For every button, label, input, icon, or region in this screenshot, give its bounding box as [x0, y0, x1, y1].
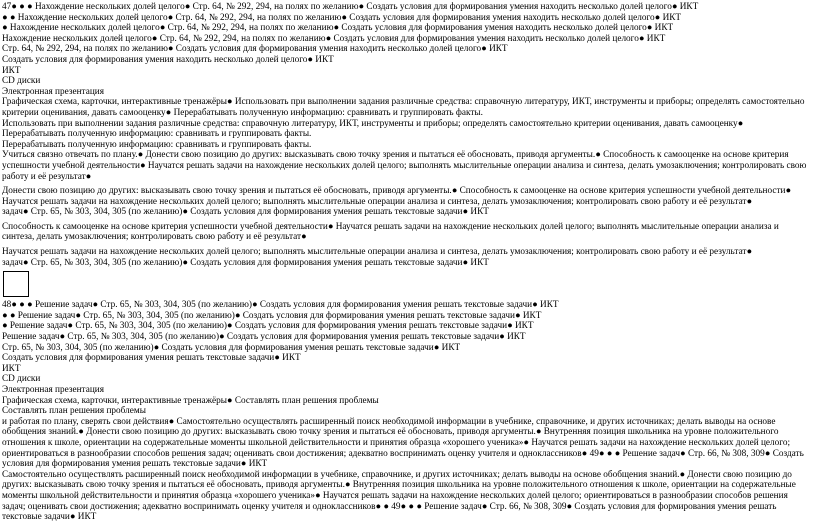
- text-line: Стр. 65, № 303, 304, 305 (по желанию)● Создать условия для формирования умения решать текстовые задачи● ИКТ: [2, 342, 461, 353]
- text-line: ● ● Решение задач● Стр. 65, № 303, 304, 305 (по желанию)● Создать условия для формирования умения решать текстовые задачи● ИКТ: [2, 310, 542, 321]
- text-line: Составлять план решения проблемы: [2, 406, 146, 417]
- text-line: ИКТ: [2, 65, 21, 76]
- text-paragraph: Самостоятельно осуществлять расширенный поиск необходимой информации в учебнике, справочнике, и других источниках; делать выводы на основе обобщения знаний.● Донести свою позицию до других: высказывать свою точку зрения и пытаться её обосновать, приводя аргументы.● Внутренняя позиция школьника на уровне положительного отношения к школе, ориентации на содержательные моменты школьной действительности и принятия образца «хорошего ученика»● Научатся решать задачи на нахождение нескольких долей целого; ориентироваться в разнообразии способов решения задач; оценивать свои достижения; адекватно воспринимать оценку учителя и одноклассников● ● 49● ● ● Решение задач● Стр. 66, № 308, 309● Создать условия для формирования умения решать текстовые задачи● ИКТ: [2, 469, 796, 523]
- text-line: Нахождение нескольких долей целого● Стр. 64, № 292, 294, на полях по желанию● Создать условия для формирования умения находить несколько долей целого● ИКТ: [2, 33, 666, 44]
- empty-cell-box: [3, 271, 29, 297]
- text-line: Создать условия для формирования умения находить несколько долей целого● ИКТ: [2, 54, 334, 65]
- text-paragraph: Учиться связно отвечать по плану.● Донести свою позицию до других: высказывать свою точку зрения и пытаться её обосновать, приводя аргументы.● Способность к самооценке на основе критерия успешности учебной деятельности● Научатся решать задачи на нахождение нескольких долей целого; выполнять мыслительные операции анализа и синтеза, делать умозаключения; контролировать свою работу и её результат●: [2, 150, 807, 182]
- text-line: ● Решение задач● Стр. 65, № 303, 304, 305 (по желанию)● Создать условия для формирования умения решать текстовые задачи● ИКТ: [2, 321, 534, 332]
- text-paragraph: Использовать при выполнении задания различные средства: справочную литературу, ИКТ, инструменты и приборы; определять самостоятельно критерии оценивания, давать самооценку● Перерабатывать полученную информацию: сравнивать и группировать факты.: [2, 118, 744, 140]
- text-line: Стр. 64, № 292, 294, на полях по желанию● Создать условия для формирования умения находить несколько долей целого● ИКТ: [2, 44, 508, 55]
- text-line: Электронная презентация: [2, 385, 104, 395]
- text-line: ● Нахождение нескольких долей целого● Стр. 64, № 292, 294, на полях по желанию● Создать условия для формирования умения находить несколько долей целого● ИКТ: [2, 23, 674, 34]
- text-paragraph: Донести свою позицию до других: высказывать свою точку зрения и пытаться её обосновать, приводя аргументы.● Способность к самооценке на основе критерия успешности учебной деятельности● Научатся решать задачи на нахождение нескольких долей целого; выполнять мыслительные операции анализа и синтеза, делать умозаключения; контролировать свою работу и её результат●: [2, 186, 792, 207]
- text-line: CD диски: [2, 76, 41, 87]
- text-line: Создать условия для формирования умения решать текстовые задачи● ИКТ: [2, 353, 301, 364]
- text-paragraph: и работая по плану, сверять свои действия● Самостоятельно осуществлять расширенный поиск необходимой информации в учебнике, справочнике, и других источниках; делать выводы на основе обобщения знаний.● Донести свою позицию до других: высказывать свою точку зрения и пытаться её обосновать, приводя аргументы.● Внутренняя позиция школьника на уровне положительного отношения к школе, ориентации на содержательные моменты школьной действительности и принятия образца «хорошего ученика»● Научатся решать задачи на нахождение нескольких долей целого; ориентироваться в разнообразии способов решения задач; оценивать свои достижения; адекватно воспринимать оценку учителя и одноклассников● 49● ● ● Решение задач● Стр. 66, № 308, 309● Создать условия для формирования умения решать текстовые задачи● ИКТ: [2, 416, 804, 470]
- text-line: задач● Стр. 65, № 303, 304, 305 (по желанию)● Создать условия для формирования умения решать текстовые задачи● ИКТ: [2, 207, 489, 218]
- text-line: Графическая схема, карточки, интерактивные тренажёры● Составлять план решения проблемы: [2, 395, 379, 406]
- text-line: 48● ● ● Решение задач● Стр. 65, № 303, 304, 305 (по желанию)● Создать условия для формирования умения решать текстовые задачи● ИКТ: [2, 300, 559, 311]
- text-line: задач● Стр. 65, № 303, 304, 305 (по желанию)● Создать условия для формирования умения решать текстовые задачи● ИКТ: [2, 257, 489, 268]
- text-line: Решение задач● Стр. 65, № 303, 304, 305 (по желанию)● Создать условия для формирования умения решать текстовые задачи● ИКТ: [2, 332, 526, 343]
- text-line: CD диски: [2, 374, 41, 385]
- text-line: Перерабатывать полученную информацию: сравнивать и группировать факты.: [2, 139, 312, 150]
- text-line: ● ● Нахождение нескольких долей целого● Стр. 64, № 292, 294, на полях по желанию● Создать условия для формирования умения находить несколько долей целого● ИКТ: [2, 12, 682, 23]
- text-line: ИКТ: [2, 363, 21, 374]
- text-line: 47● ● ● Нахождение нескольких долей целого● Стр. 64, № 292, 294, на полях по желанию● Создать условия для формирования умения находить несколько долей целого● ИКТ: [2, 2, 699, 12]
- text-paragraph: Графическая схема, карточки, интерактивные тренажёры● Использовать при выполнении задания различные средства: справочную литературу, ИКТ, инструменты и приборы; определять самостоятельно критерии оценивания, давать самооценку● Перерабатывать полученную информацию: сравнивать и группировать факты.: [2, 97, 805, 118]
- text-line: Электронная презентация: [2, 86, 104, 97]
- text-paragraph: Способность к самооценке на основе критерия успешности учебной деятельности● Научатся решать задачи на нахождение нескольких долей целого; выполнять мыслительные операции анализа и синтеза, делать умозаключения; контролировать свою работу и её результат●: [2, 221, 779, 243]
- text-paragraph: Научатся решать задачи на нахождение нескольких долей целого; выполнять мыслительные операции анализа и синтеза, делать умозаключения; контролировать свою работу и её результат●: [2, 247, 753, 258]
